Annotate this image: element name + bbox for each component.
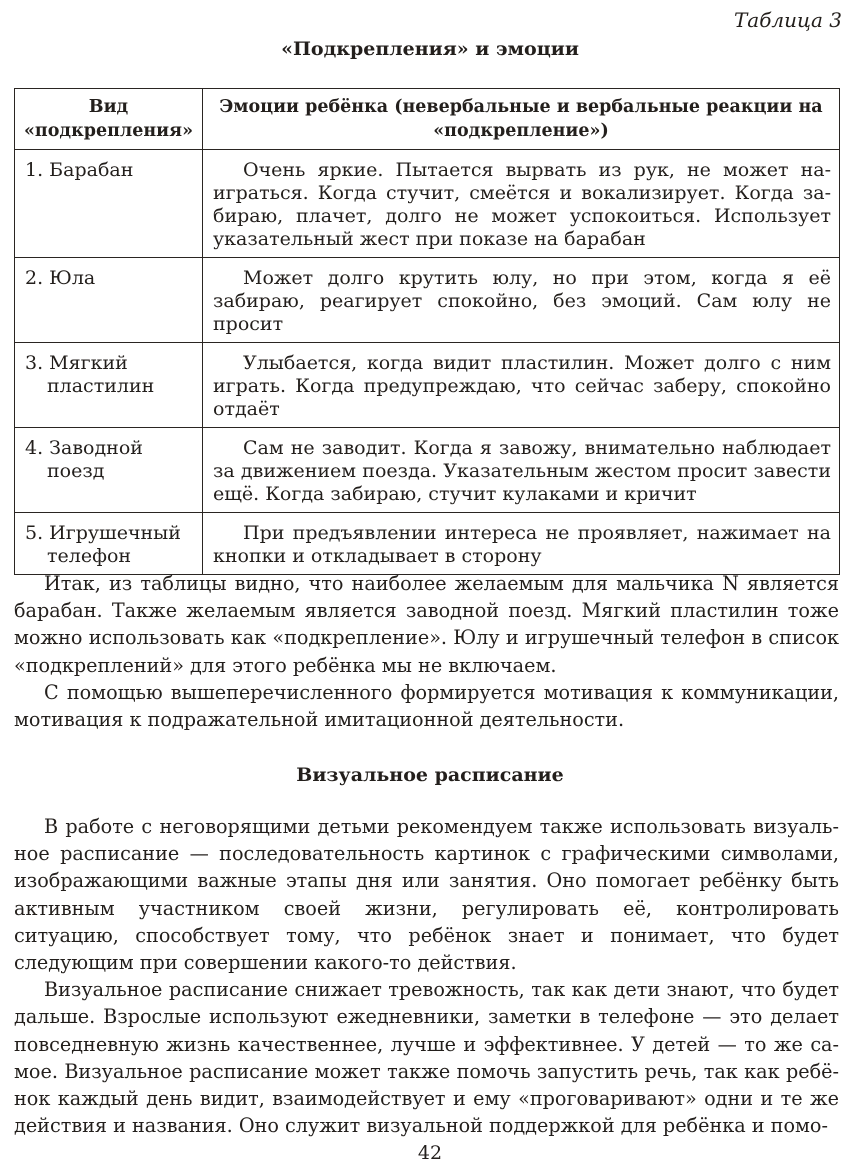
reinforcement-name-line: 1. Барабан (25, 159, 134, 181)
reinforcement-name-line: 4. Заводной (25, 437, 143, 459)
paragraph: Визуальное расписание снижает тревожность, так как дети знают, что будет дальше. Взрослые используют ежедневники, заметки в телефоне — это делает повседневную жизнь качественнее, лучше и эффективнее. У детей — то же самое. Визуальное расписание может также помочь запустить речь, так как ребёнок каждый день видит, взаимодействует и ему «проговаривают» одни и те же действия и названия. Оно служит визуальной поддержкой для ребёнка и помо- (14, 978, 839, 1138)
reinforcement-name (15, 150, 203, 258)
table-row (15, 343, 840, 428)
header-child-emotions: Эмоции ребёнка (невербальные и вербальные реакции на «подкрепление») (203, 89, 840, 150)
section-body-text (14, 813, 839, 1139)
reinforcement-name (15, 513, 203, 575)
table-title: «Подкрепления» и эмоции (281, 38, 579, 60)
reinforcement-name-line: пластилин (47, 375, 155, 397)
paragraph: С помощью вышеперечисленного формируется мотивация к коммуникации, мотивация к подражательной имитационной деятельности. (14, 680, 839, 732)
table-header-row (15, 89, 840, 150)
emotion-description: Сам не заводит. Когда я завожу, внимательно наблюдает за движением поезда. Указательным жестом просит завести ещё. Когда забираю, стучит кулаками и кричит (203, 428, 840, 513)
table-row (15, 150, 840, 258)
table-row (15, 258, 840, 343)
page-number: 42 (417, 1142, 443, 1164)
reinforcement-name-line: 3. Мягкий (25, 352, 128, 374)
emotion-description: Очень яркие. Пытается вырвать из рук, не может наиграться. Когда стучит, смеётся и вокализирует. Когда забираю, плачет, долго не может успокоиться. Использует указательный жест при показе на барабан (203, 150, 840, 258)
paragraph: Итак, из таблицы видно, что наиболее желаемым для мальчика N является барабан. Также желаемым является заводной поезд. Мягкий пластилин тоже можно использовать как «подкрепление». Юлу и игрушечный телефон в список «подкреплений» для этого ребёнка мы не включаем. (14, 572, 839, 677)
table-row (15, 513, 840, 575)
reinforcement-name-line: 5. Игрушечный (25, 522, 181, 544)
emotion-description: Улыбается, когда видит пластилин. Может долго с ним играть. Когда предупреждаю, что сейчас заберу, спокойно отдаёт (203, 343, 840, 428)
reinforcement-name-line: телефон (47, 545, 132, 567)
paragraph: В работе с неговорящими детьми рекомендуем также использовать визуальное расписание — последовательность картинок с графическими символами, изображающими важные этапы дня или занятия. Оно помогает ребёнку быть активным участником своей жизни, регулировать её, контролировать ситуацию, способствует тому, что ребёнок знает и понимает, что будет следующим при совершении какого-то действия. (14, 815, 839, 975)
reinforcement-name-line: поезд (47, 460, 105, 482)
reinforcement-name-line: 2. Юла (25, 267, 96, 289)
table-label: Таблица 3 (733, 8, 842, 32)
emotion-description: Может долго крутить юлу, но при этом, когда я её забираю, реагирует спокойно, без эмоций. Сам юлу не просит (203, 258, 840, 343)
reinforcement-name (15, 258, 203, 343)
table-row (15, 428, 840, 513)
reinforcement-table (14, 88, 840, 575)
header-reinforcement-type: Вид «подкрепления» (15, 89, 203, 150)
reinforcement-name (15, 428, 203, 513)
reinforcement-name (15, 343, 203, 428)
conclusion-text (14, 570, 839, 733)
section-title: Визуальное расписание (296, 764, 564, 786)
emotion-description: При предъявлении интереса не проявляет, нажимает на кнопки и откладывает в сторону (203, 513, 840, 575)
